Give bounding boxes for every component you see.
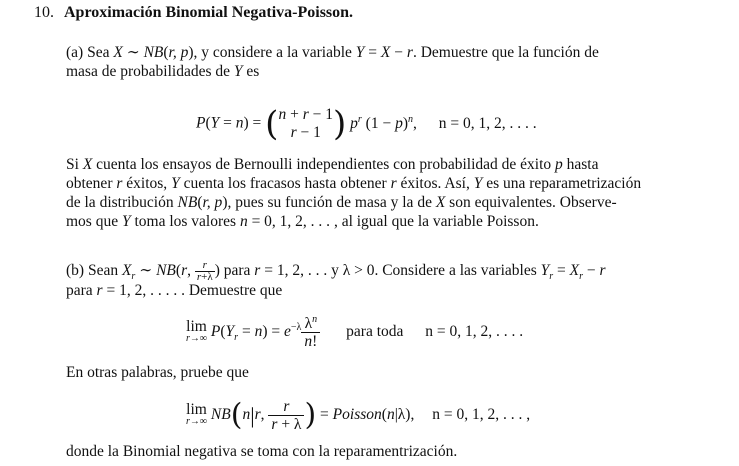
part-a-par-line-3: de la distribución NB(r, p), pues su función de masa y la de X son equivalentes. Observe- <box>66 194 617 211</box>
equation-limit-2: lim r→∞ NB(n|r, $\frac{r}{r + \lambda}$ ) = Poisson(n|λ), n = 0, 1, 2, . . . , <box>186 397 531 433</box>
part-a-par-line-2: obtener r éxitos, Y cuenta los fracasos hasta obtener r éxitos. Así, Y es una reparametrización <box>66 175 642 192</box>
problem-title: Aproximación Binomial Negativa-Poisson. <box>64 4 354 21</box>
final-line: donde la Binomial negativa se toma con la reparamentrización. <box>66 443 458 460</box>
part-a-par-line-4: mos que Y toma los valores n = 0, 1, 2, . . . , al igual que la variable Poisson. <box>66 213 539 230</box>
equation-pmf: P(Y = n) = (n + r − 1 r − 1 ) $p^r$ $(1 - p)^n$, n = 0, 1, 2, . . . . <box>196 104 537 144</box>
para-toda-text: para toda <box>346 323 404 341</box>
problem-heading <box>34 3 353 22</box>
part-a-line-2: masa de probabilidades de Y es <box>66 63 260 80</box>
part-b-line-2: para r = 1, 2, . . . . . Demuestre que <box>66 282 283 299</box>
part-b-line-1: (b) Sean $X_r$ ∼ NB(r, $\frac{r}{r+\lambda}$ ) para r = 1, 2, . . . y λ > 0. Considere a las variables $Y_r = X_r - r$ <box>66 259 606 283</box>
part-a-line-1: (a) Sea X ∼ NB(r, p), y considere a la variable Y = X − r. Demuestre que la función de <box>66 44 599 61</box>
equation-limit-1-range: n = 0, 1, 2, . . . . <box>425 323 524 341</box>
problem-number: 10. <box>34 4 54 21</box>
otras-palabras-line: En otras palabras, pruebe que <box>66 364 249 381</box>
equation-limit-1: lim r→∞ $P(Y_r = n) = e^{-\lambda}$ $\frac{\lambda^n}{n!}$ para toda n = 0, 1, 2, . . . . <box>186 313 524 350</box>
equation-limit-2-range: n = 0, 1, 2, . . . , <box>432 406 531 424</box>
equation-pmf-range: n = 0, 1, 2, . . . . <box>438 114 537 132</box>
part-a-par-line-1: Si X cuenta los ensayos de Bernoulli independientes con probabilidad de éxito p hasta <box>66 156 599 173</box>
